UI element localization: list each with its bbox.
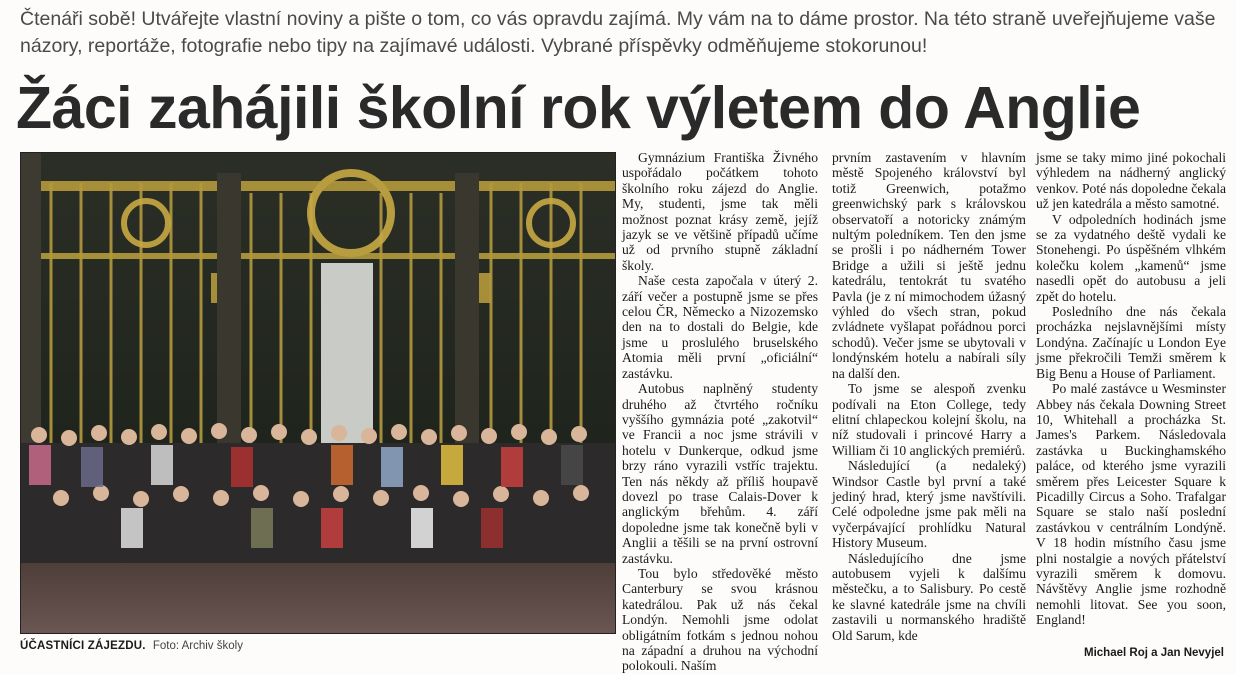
paragraph: Tou bylo středověké město Canterbury se svou krásnou katedrálou. Pak už nás čekal Londýn. Nemohli jsme odolat obligátním fotkám s jednou nohou na západní a druhou na východní polokouli. Naším (622, 565, 818, 674)
photo-credit: Foto: Archiv školy (152, 640, 243, 652)
paragraph: Následující (a nedaleký) Windsor Castle byl první a také jediný hrad, který jsme navštívili. Celé odpoledne jsme pak měli na vyčerpávající prohlídku Natural History Museum. (832, 458, 1026, 551)
photo-caption (20, 640, 614, 652)
paragraph: jsme se taky mimo jiné pokochali výhledem na nádherný anglický venkov. Poté nás dopoledne čekala už jen katedrála a město samotné. (1036, 150, 1226, 212)
article-column-3 (1036, 150, 1226, 628)
article-headline: Žáci zahájili školní rok výletem do Anglie (16, 75, 1141, 141)
paragraph: Gymnázium Františka Živného uspořádalo počátkem tohoto školního roku zájezd do Anglie. My, studenti, jsme tak měli možnost poznat krásy země, jejíž jazyk se ve většině případů učíme už od prvního stupně základní školy. (622, 150, 818, 273)
paragraph: To jsme se alespoň zvenku podívali na Eton College, tedy elitní chlapeckou kolejní školu, na níž studovali i princové Harry a William či 10 anglických premiérů. (832, 381, 1026, 458)
author-byline: Michael Roj a Jan Nevyjel (1084, 647, 1224, 659)
article-column-1 (622, 150, 818, 674)
article-column-2 (832, 150, 1026, 643)
paragraph: Posledního dne nás čekala procházka nejslavnějšími místy Londýna. Začínajíc u London Eye jsme překročili Temži směrem k Big Benu a House of Parliament. (1036, 304, 1226, 381)
paragraph: Po malé zastávce u Wesminster Abbey nás čekala Downing Street 10, Whitehall a procházka St. James's Parkem. Následovala zastávka u Buckinghamského paláce, od kterého jsme vyrazili směrem přes Leicester Square k Picadilly Circus a Soho. Trafalgar Square se stalo naší poslední zastávkou v centrálním Londýně. V 18 hodin místního času jsme plni nostalgie a nových přátelství vyrazili směrem k domovu. Návštěvy Anglie jsme rozhodně nemohli litovat. See you soon, England! (1036, 381, 1226, 628)
paragraph: Autobus naplněný studenty druhého až čtvrtého ročníku vyššího gymnázia poté „zakotvil“ ve Francii a noc jsme strávili v hotelu v Dunkerque, odkud jsme brzy ráno vyrazili vstříc trajektu. Ten nás někdy až příliš houpavě dovezl po trase Calais-Dover k anglickým břehům. 4. září dopoledne jsme tak konečně byli v Anglii a těšili se na první ostrovní zastávku. (622, 381, 818, 566)
paragraph: V odpoledních hodinách jsme se za vydatného deště vydali ke Stonehengi. Po úspěšném vlhkém kolečku kolem „kamenů“ jsme nasedli opět do autobusu a jeli zpět do hotelu. (1036, 211, 1226, 304)
intro-text: Čtenáři sobě! Utvářejte vlastní noviny a pište o tom, co vás opravdu zajímá. My vám na to dáme prostor. Na této straně uveřejňujeme vaše názory, reportáže, fotografie nebo tipy na zajímavé události. Vybrané příspěvky odměňujeme stokorunou! (20, 8, 1216, 57)
paragraph: Naše cesta započala v úterý 2. září večer a postupně jsme se přes celou ČR, Německo a Nizozemsko den na to dostali do Belgie, kde jsme u proslulého bruselského Atomia měli první „oficiální“ zastávku. (622, 273, 818, 381)
paragraph: Následujícího dne jsme autobusem vyjeli k dalšímu městečku, a to Salisbury. Po cestě ke slavné katedrále jsme na chvíli zastavili u normanského hradiště Old Sarum, kde (832, 550, 1026, 643)
group-photo (20, 152, 616, 634)
paragraph: prvním zastavením v hlavním městě Spojeného království byl totiž Greenwich, potažmo greenwichský park s královskou observatoří a notoricky známým nultým poledníkem. Ten den jsme se prošli i po nádherném Tower Bridge a užili si ještě jednu katedrálu, tentokrát tu svatého Pavla (je z ní mimochodem úžasný výhled do všech stran, pokud zvládnete vyšlapat pořádnou porci schodů). Večer jsme se ubytovali v londýnském hotelu a nabírali síly na další den. (832, 150, 1026, 381)
caption-title: ÚČASTNÍCI ZÁJEZDU. (20, 640, 146, 652)
